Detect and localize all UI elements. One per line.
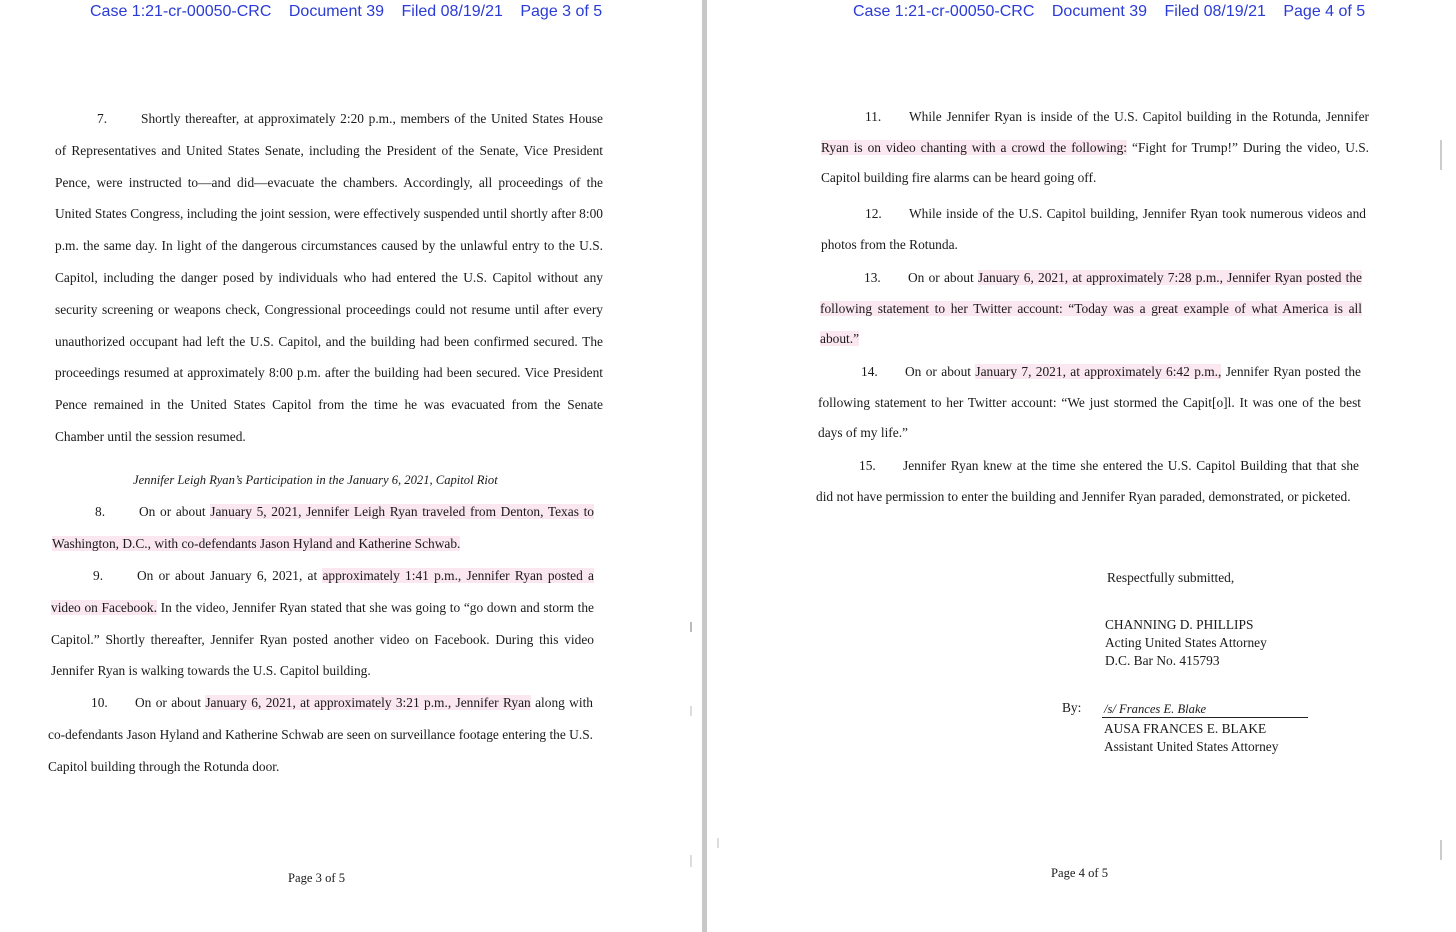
signer-title: Assistant United States Attorney [1104, 739, 1279, 754]
highlighted-text: January 5, 2021, Jennifer Leigh Ryan traveled from Denton, Texas to Washington, D.C., with co-defendants Jason Hyland and Katherine Schwab. [52, 504, 594, 551]
paragraph-number: 8. [95, 504, 106, 519]
highlighted-text: approximately 1:41 p.m., Jennifer Ryan posted a video on Facebook. [51, 568, 594, 615]
bar-number: D.C. Bar No. 415793 [1105, 653, 1220, 668]
case-number: Case 1:21-cr-00050-CRC [90, 3, 272, 20]
scan-mark [690, 622, 692, 632]
signature-block [1105, 616, 1267, 670]
document-number: Document 39 [1051, 3, 1148, 20]
paragraph-number: 14. [861, 364, 878, 379]
paragraph-number: 11. [865, 109, 882, 124]
paragraph-14 [818, 357, 1361, 449]
paragraph-number: 7. [97, 111, 108, 126]
section-heading: Jennifer Leigh Ryan’s Participation in the January 6, 2021, Capitol Riot [133, 473, 498, 487]
electronic-signature: /s/ Frances E. Blake [1104, 702, 1207, 716]
paragraph-text-post: Jennifer Ryan posted the following statement to her Twitter account: “We just stormed the Capit[o]l. It was one of the best days of my life.” [818, 364, 1361, 440]
paragraph-text: Jennifer Ryan knew at the time she entered the U.S. Capitol Building that that she did not have permission to enter the building and Jennifer Ryan paraded, demonstrated, or picketed. [816, 458, 1359, 504]
signer-block [1104, 720, 1278, 756]
highlighted-text: Ryan is on video chanting with a crowd the following: [821, 139, 1128, 155]
paragraph-text-pre: On or about [908, 270, 978, 285]
document-page-3 [0, 0, 702, 932]
paragraph-text-post: along with co-defendants Jason Hyland and Katherine Schwab are seen on surveillance footage entering the U.S. Capitol building through the Rotunda door. [48, 695, 593, 774]
paragraph-number: 15. [859, 458, 876, 473]
paragraph-number: 12. [865, 206, 882, 221]
page-footer: Page 3 of 5 [288, 871, 346, 885]
paragraph-13 [820, 263, 1362, 355]
paragraph-12 [821, 199, 1366, 260]
paragraph-number: 9. [93, 568, 104, 583]
highlighted-text: January 7, 2021, at approximately 6:42 p.m., [975, 364, 1222, 379]
scan-mark [1440, 840, 1442, 860]
by-label: By: [1062, 700, 1082, 715]
signature-closing: Respectfully submitted, [1107, 570, 1235, 585]
paragraph-11 [821, 102, 1369, 194]
paragraph-10 [48, 687, 593, 782]
signature-line [1102, 717, 1308, 718]
header-page-number: Page 4 of 5 [1283, 3, 1366, 20]
filed-date: Filed 08/19/21 [401, 3, 503, 20]
paragraph-text-pre: On or about [139, 504, 211, 519]
paragraph-text-pre: While Jennifer Ryan is inside of the U.S. Capitol building in the Rotunda, Jennifer [909, 109, 1369, 124]
attorney-name: CHANNING D. PHILLIPS [1105, 617, 1254, 632]
paragraph-text-post: In the video, Jennifer Ryan stated that she was going to “go down and storm the Capitol.” Shortly thereafter, Jennifer Ryan posted another video on Facebook. During this video Jennifer Ryan is walking towards the U.S. Capitol building. [51, 599, 594, 679]
highlighted-text: January 6, 2021, at approximately 7:28 p.m., Jennifer Ryan posted the following statement to her Twitter account: “Today was a great example of what America is all about.” [820, 270, 1362, 346]
scan-mark [690, 855, 692, 867]
paragraph-text-pre: On or about [905, 364, 976, 379]
paragraph-text: While inside of the U.S. Capitol building, Jennifer Ryan took numerous videos and photos from the Rotunda. [821, 206, 1366, 252]
paragraph-text-pre: On or about [135, 695, 206, 710]
paragraph-number: 10. [91, 695, 108, 710]
paragraph-number: 13. [864, 270, 881, 285]
scan-mark [1440, 140, 1442, 170]
scan-mark [690, 706, 692, 716]
filed-date: Filed 08/19/21 [1164, 3, 1266, 20]
paragraph-7 [55, 103, 603, 453]
signer-name: AUSA FRANCES E. BLAKE [1104, 721, 1267, 736]
paragraph-text: Shortly thereafter, at approximately 2:20 p.m., members of the United States House of Representatives and United States Senate, including the President of the Senate, Vice President Pence, were instructed to—and did—evacuate the chambers. Accordingly, all proceedings of the United States Congress, including the joint session, were effectively suspended until shortly after 8:00 p.m. the same day. In light of the dangerous circumstances caused by the unlawful entry to the U.S. Capitol, including the danger posed by individuals who had entered the U.S. Capitol without any security screening or weapons check, Congressional proceedings could not resume until after every unauthorized occupant had left the U.S. Capitol, and the building had been confirmed secured. The proceedings resumed at approximately 8:00 p.m. after the building had been secured. Vice President Pence remained in the United States Capitol from the time he was evacuated from the Senate Chamber until the session resumed. [55, 111, 603, 444]
document-page-4 [707, 0, 1456, 932]
page-header [90, 3, 702, 21]
case-number: Case 1:21-cr-00050-CRC [853, 3, 1035, 20]
page-header [853, 3, 1456, 21]
paragraph-8 [52, 496, 594, 560]
paragraph-text-post: “Fight for Trump!” During the video, U.S. Capitol building fire alarms can be heard going off. [821, 139, 1370, 185]
attorney-title: Acting United States Attorney [1105, 635, 1267, 650]
paragraph-text-pre: On or about January 6, 2021, at [137, 568, 323, 583]
page-footer: Page 4 of 5 [1051, 866, 1109, 880]
scan-mark [717, 838, 719, 848]
highlighted-text: January 6, 2021, at approximately 3:21 p.m., Jennifer Ryan [205, 695, 531, 710]
paragraph-9 [51, 560, 594, 687]
document-number: Document 39 [288, 3, 385, 20]
header-page-number: Page 3 of 5 [520, 3, 603, 20]
paragraph-15 [816, 451, 1359, 512]
